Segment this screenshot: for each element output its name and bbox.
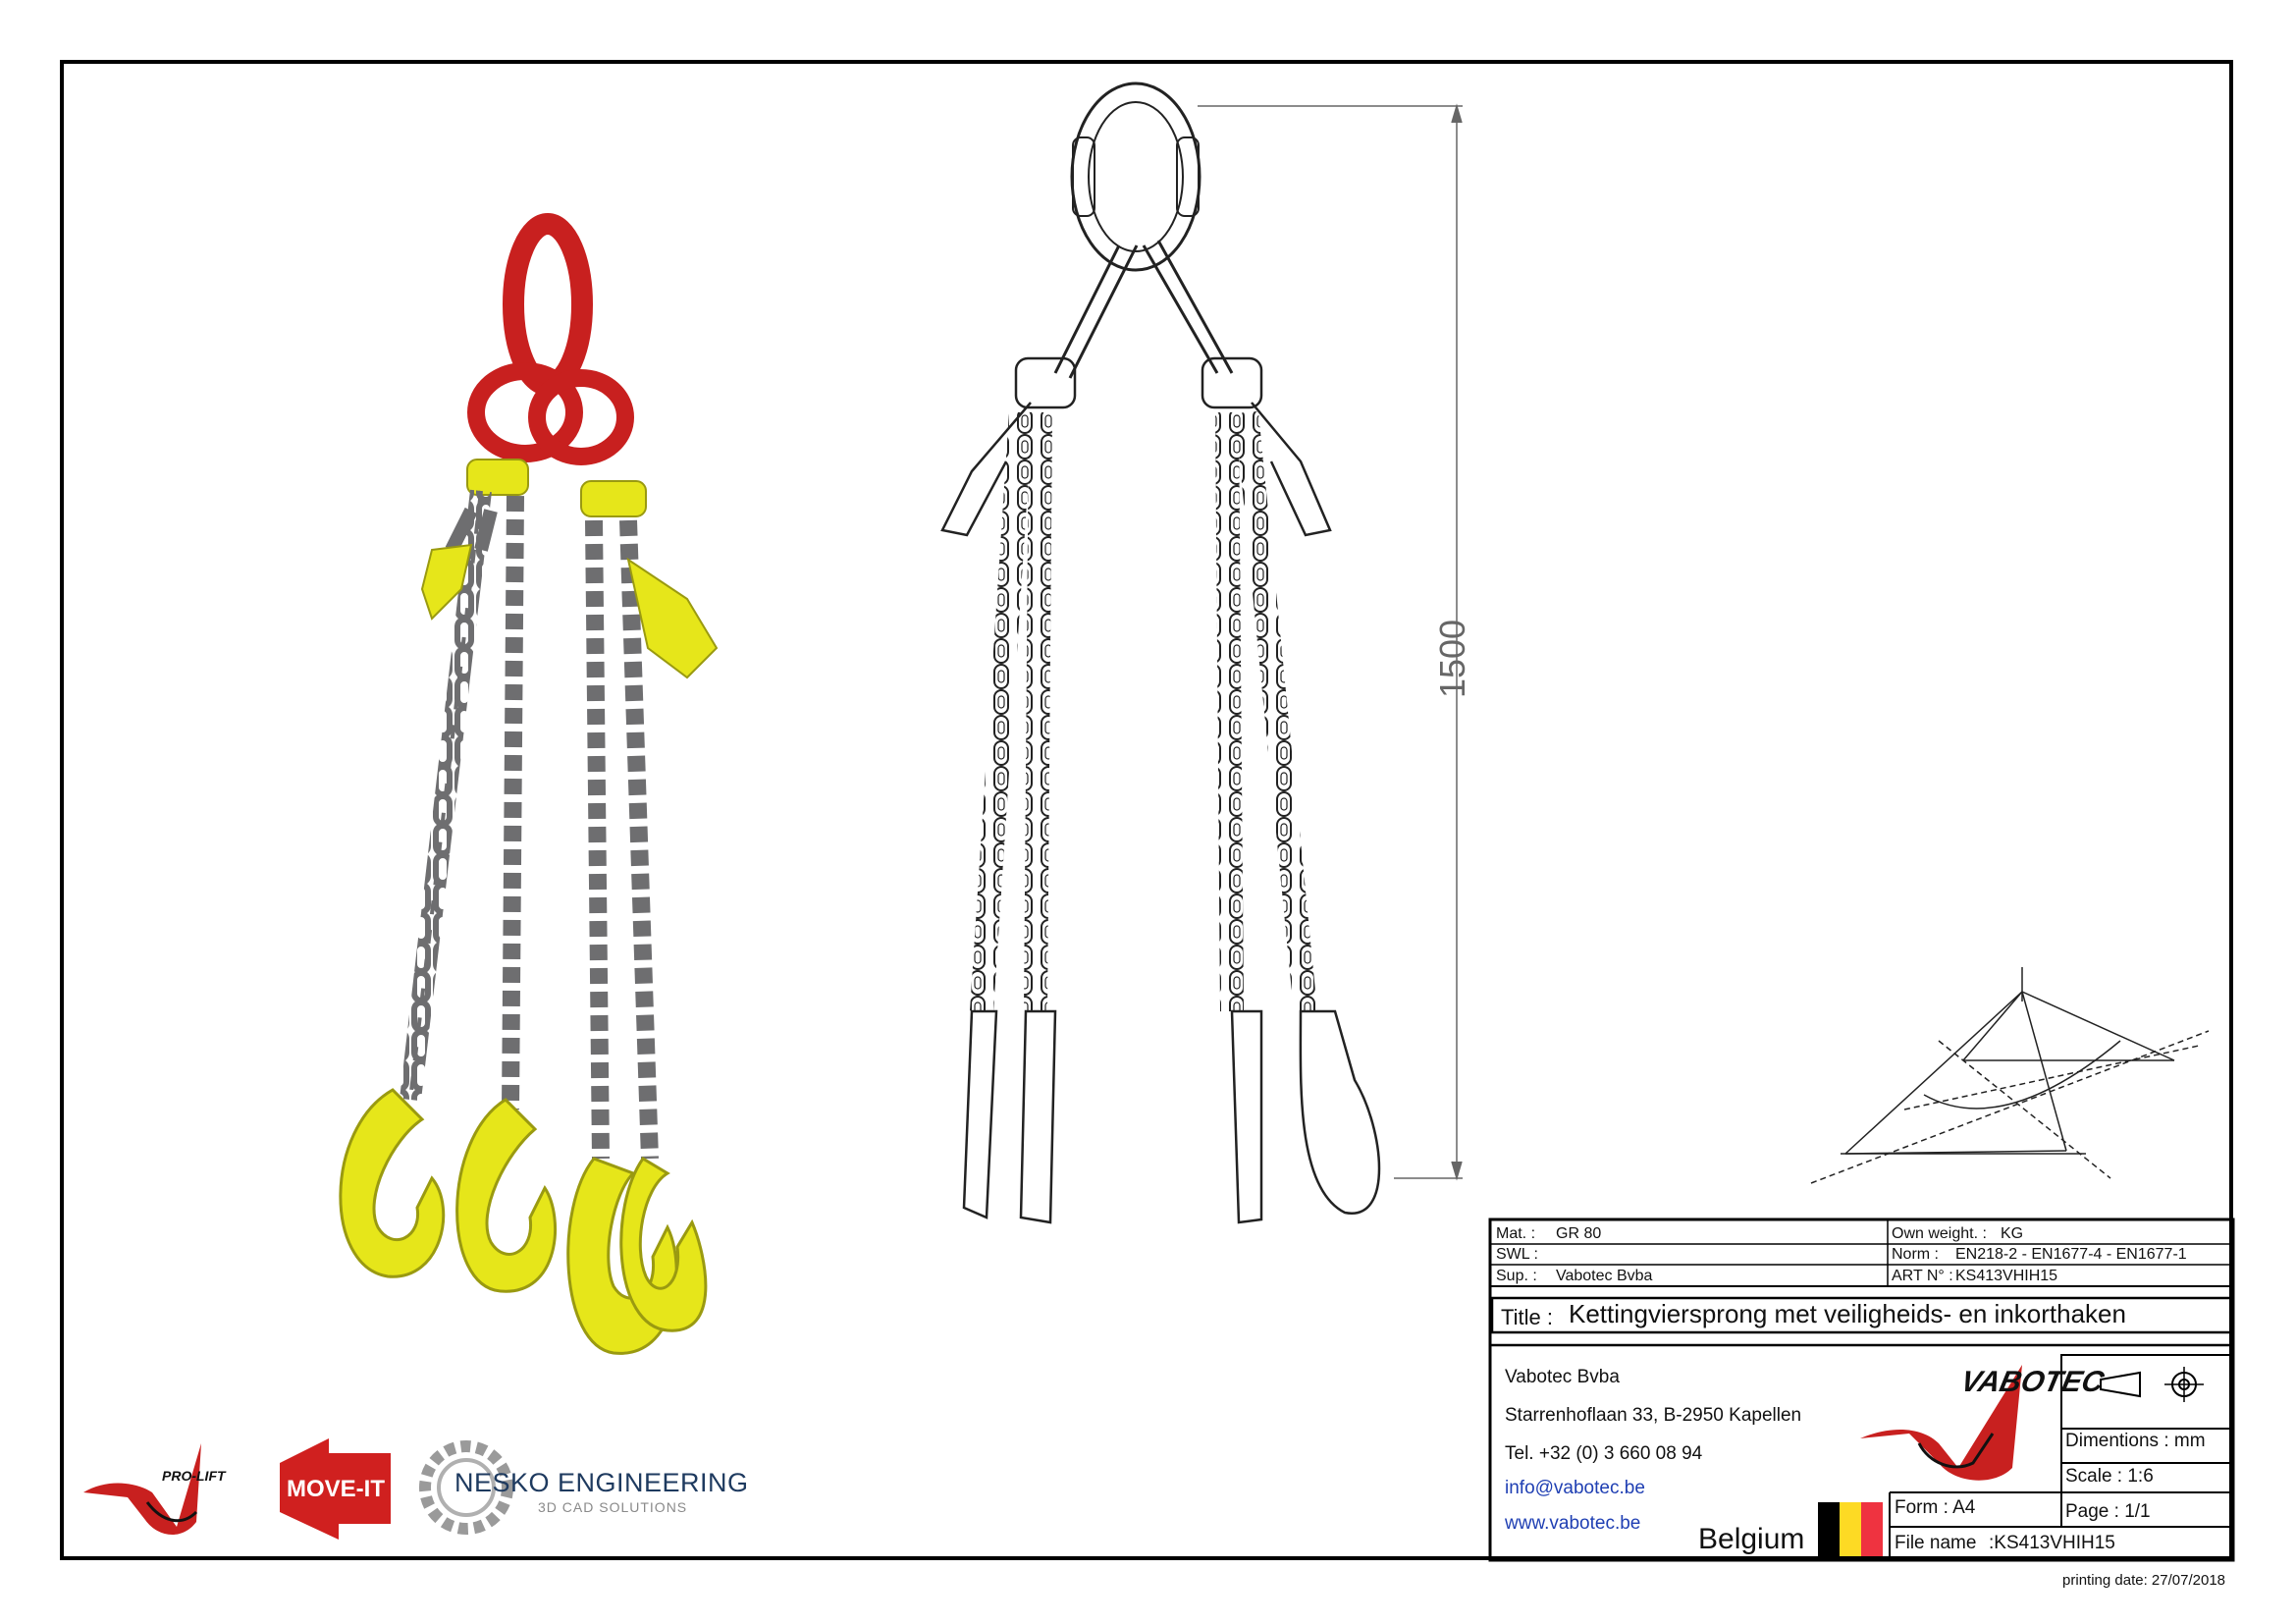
company-website-link[interactable]: www.vabotec.be bbox=[1505, 1513, 1641, 1534]
company-email-link[interactable]: info@vabotec.be bbox=[1505, 1478, 1645, 1498]
norm-label: Norm : bbox=[1892, 1246, 1939, 1263]
title-label: Title : bbox=[1501, 1305, 1553, 1329]
colour-sling-rendering bbox=[341, 224, 717, 1353]
vabotec-logo-text: VABOTEC bbox=[1957, 1366, 2108, 1398]
moveit-logo-text: MOVE-IT bbox=[287, 1476, 385, 1502]
sup-label: Sup. : bbox=[1496, 1268, 1537, 1284]
swl-label: SWL : bbox=[1496, 1246, 1538, 1263]
nesko-logo-subtitle: 3D CAD SOLUTIONS bbox=[538, 1499, 688, 1515]
page-value: Page : 1/1 bbox=[2065, 1501, 2151, 1522]
sup-value: Vabotec Bvba bbox=[1556, 1268, 1653, 1284]
form-value: Form : A4 bbox=[1895, 1497, 1976, 1518]
drawing-title: Kettingviersprong met veiligheids- en inkorthaken bbox=[1569, 1299, 2126, 1328]
own-weight-label: Own weight. : bbox=[1892, 1225, 1987, 1242]
company-tel: Tel. +32 (0) 3 660 08 94 bbox=[1505, 1443, 1703, 1464]
dimensions-unit: Dimentions : mm bbox=[2065, 1431, 2206, 1451]
art-value: KS413VHIH15 bbox=[1955, 1268, 2058, 1284]
technical-line-drawing bbox=[942, 83, 1379, 1222]
master-link-red bbox=[513, 224, 582, 385]
printing-date: printing date: 27/07/2018 bbox=[2062, 1572, 2225, 1589]
file-name-label: File name bbox=[1895, 1533, 1977, 1553]
file-name-value: :KS413VHIH15 bbox=[1989, 1533, 2115, 1553]
belgian-flag bbox=[1818, 1502, 1883, 1556]
country-label: Belgium bbox=[1698, 1523, 1805, 1555]
norm-value: EN218-2 - EN1677-4 - EN1677-1 bbox=[1955, 1246, 2187, 1263]
pro-lift-logo bbox=[83, 1443, 201, 1535]
scale-value: Scale : 1:6 bbox=[2065, 1466, 2154, 1487]
prolift-logo-text: PRO-LIFT bbox=[162, 1468, 226, 1484]
mat-label: Mat. : bbox=[1496, 1225, 1536, 1242]
nesko-logo-name: NESKO ENGINEERING bbox=[454, 1468, 749, 1497]
art-label: ART N° : bbox=[1892, 1268, 1953, 1284]
own-weight-value: KG bbox=[2001, 1225, 2024, 1242]
mat-value: GR 80 bbox=[1556, 1225, 1602, 1242]
dimension-label: 1500 bbox=[1432, 619, 1473, 699]
company-name: Vabotec Bvba bbox=[1505, 1367, 1620, 1387]
company-address: Starrenhoflaan 33, B-2950 Kapellen bbox=[1505, 1405, 1802, 1426]
angle-diagram bbox=[1811, 967, 2209, 1183]
